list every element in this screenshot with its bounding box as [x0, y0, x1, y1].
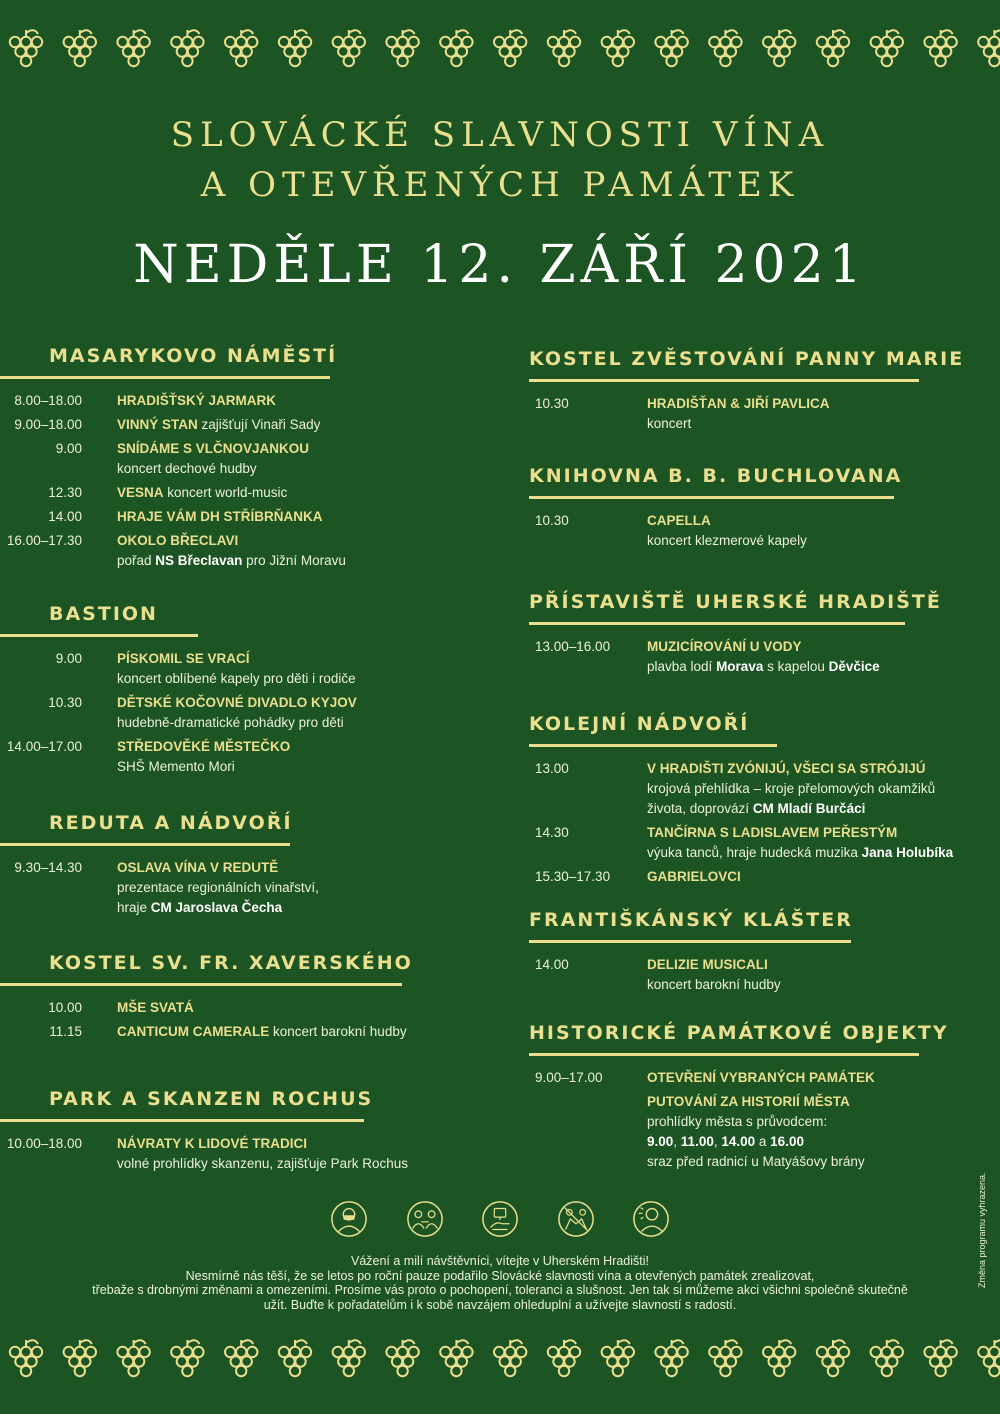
- grape-cluster-icon: [333, 30, 365, 66]
- section-title: KOSTEL ZVĚSTOVÁNÍ PANNY MARIE: [529, 348, 965, 370]
- section-masarykovo: [0, 345, 470, 575]
- event-details: [117, 531, 470, 571]
- event-title: SNÍDÁME S VLČNOVJANKOU: [117, 441, 310, 456]
- event-note: sraz před radnicí u Matyášovy brány: [647, 1154, 865, 1169]
- event-row: [0, 998, 470, 1018]
- event-details: [117, 998, 470, 1018]
- grape-cluster-icon: [709, 30, 741, 66]
- event-details: [647, 1068, 969, 1088]
- event-row: [0, 439, 470, 479]
- event-title: TANČÍRNA S LADISLAVEM PEŘESTÝM: [647, 825, 898, 840]
- event-line: [647, 843, 969, 863]
- section-rule: [529, 496, 894, 499]
- event-row: [529, 1092, 969, 1172]
- event-line: [647, 1112, 969, 1132]
- event-time: 10.30: [535, 396, 569, 411]
- section-title: FRANTIŠKÁNSKÝ KLÁŠTER: [529, 909, 853, 931]
- event-details: [117, 1022, 470, 1042]
- grape-cluster-icon: [978, 1340, 1000, 1376]
- event-row: [0, 1022, 470, 1042]
- section-park-rochus: [0, 1088, 470, 1178]
- event-title: V HRADIŠTI ZVÓNIJÚ, VŠECI SA STRÓJIJÚ: [647, 761, 926, 776]
- event-time: 13.00: [535, 761, 569, 776]
- event-line: [647, 759, 969, 779]
- event-note: koncert: [647, 416, 692, 431]
- event-line: [117, 415, 470, 435]
- event-details: [647, 1092, 969, 1172]
- section-rule: [0, 843, 290, 846]
- event-note: hudebně-dramatické pohádky pro děti: [117, 715, 344, 730]
- event-line: [117, 757, 470, 777]
- event-title: CAPELLA: [647, 513, 711, 528]
- section-rule: [0, 1119, 364, 1122]
- event-line: [117, 1022, 470, 1042]
- cough-icon: [632, 1200, 670, 1238]
- event-title: NÁVRATY K LIDOVÉ TRADICI: [117, 1136, 308, 1151]
- grape-cluster-icon: [494, 30, 526, 66]
- grape-cluster-icon: [225, 1340, 257, 1376]
- event-time: 10.00: [48, 1000, 82, 1015]
- event-title: CANTICUM CAMERALE: [117, 1024, 270, 1039]
- grape-cluster-icon: [602, 30, 634, 66]
- event-title: HRAJE VÁM DH STŘÍBRŇANKA: [117, 509, 323, 524]
- grape-cluster-icon: [386, 30, 418, 66]
- event-line: [647, 1092, 969, 1112]
- section-title: REDUTA A NÁDVOŘÍ: [49, 812, 293, 834]
- grape-cluster-icon: [655, 1340, 687, 1376]
- event-note: krojová přehlídka – kroje přelomových okamžiků: [647, 781, 936, 796]
- event-row: [529, 823, 969, 863]
- event-line: [647, 414, 969, 434]
- event-line: [647, 394, 969, 414]
- event-details: [117, 415, 470, 435]
- grape-cluster-icon: [763, 1340, 795, 1376]
- safety-icons: [330, 1200, 670, 1242]
- event-note: pro Jižní Moravu: [242, 553, 346, 568]
- hand-sanitizer-icon: [481, 1200, 519, 1238]
- event-performer: Morava: [716, 659, 764, 674]
- section-rule: [0, 376, 330, 379]
- event-title: MUZICÍROVÁNÍ U VODY: [647, 639, 802, 654]
- event-details: [117, 649, 470, 689]
- grape-cluster-icon: [709, 1340, 741, 1376]
- event-row: [0, 391, 470, 411]
- event-line: [117, 693, 470, 713]
- grape-cluster-icon: [440, 1340, 472, 1376]
- event-row: [0, 507, 470, 527]
- event-title: VINNÝ STAN: [117, 417, 198, 432]
- grape-cluster-icon: [924, 30, 956, 66]
- event-line: [117, 483, 470, 503]
- event-title: PUTOVÁNÍ ZA HISTORIÍ MĚSTA: [647, 1094, 850, 1109]
- event-performer: NS Břeclavan: [155, 553, 243, 568]
- section-kolejni-nadvori: [529, 713, 969, 891]
- event-line: [647, 799, 969, 819]
- event-time: 13.00–16.00: [535, 639, 611, 654]
- greeting-line: Nesmírně nás těší, že se letos po roční pauze podařilo Slovácké slavnosti vína a otevřených památek zrealizovat,: [185, 1268, 815, 1283]
- event-line: [647, 1132, 969, 1152]
- section-rule: [0, 634, 198, 637]
- event-line: [117, 551, 470, 571]
- grape-cluster-icon: [978, 30, 1000, 66]
- event-row: [0, 649, 470, 689]
- event-details: [117, 391, 470, 411]
- event-line: [647, 637, 969, 657]
- greeting-line: Vážení a milí návštěvníci, vítejte v Uherském Hradišti!: [350, 1254, 650, 1268]
- event-row: [0, 483, 470, 503]
- event-performer: 9.00: [647, 1134, 674, 1149]
- event-note: koncert klezmerové kapely: [647, 533, 807, 548]
- event-time: [529, 1092, 647, 1172]
- event-note: koncert dechové hudby: [117, 461, 257, 476]
- event-details: [117, 737, 470, 777]
- event-line: [117, 507, 470, 527]
- event-line: [647, 779, 969, 799]
- event-title: STŘEDOVĚKÉ MĚSTEČKO: [117, 739, 291, 754]
- grape-cluster-icon: [763, 30, 795, 66]
- event-line: [647, 511, 969, 531]
- grape-cluster-icon: [225, 30, 257, 66]
- event-row: [0, 858, 470, 918]
- event-line: [117, 878, 470, 898]
- event-row: [0, 693, 470, 733]
- event-details: [117, 439, 470, 479]
- event-details: [117, 483, 470, 503]
- section-rule: [529, 1053, 919, 1056]
- event-note: koncert barokní hudby: [269, 1024, 407, 1039]
- event-title: DELIZIE MUSICALI: [647, 957, 768, 972]
- side-note: [965, 1160, 995, 1290]
- festival-title-line1: SLOVÁCKÉ SLAVNOSTI VÍNA: [170, 115, 830, 155]
- event-line: [117, 391, 470, 411]
- event-title: HRADIŠŤSKÝ JARMARK: [117, 393, 277, 408]
- section-title: PŘÍSTAVIŠTĚ UHERSKÉ HRADIŠTĚ: [529, 591, 942, 613]
- section-rule: [529, 744, 777, 747]
- section-title: MASARYKOVO NÁMĚSTÍ: [49, 345, 338, 367]
- event-row: [0, 1134, 470, 1174]
- event-note: koncert oblíbené kapely pro děti i rodiče: [117, 671, 356, 686]
- event-note: plavba lodí: [647, 659, 717, 674]
- grape-cluster-icon: [64, 30, 96, 66]
- grape-cluster-icon: [171, 30, 203, 66]
- grape-cluster-icon: [279, 30, 311, 66]
- grape-cluster-icon: [117, 30, 149, 66]
- event-details: [117, 1134, 470, 1174]
- section-rule: [529, 379, 919, 382]
- event-time: 10.00–18.00: [6, 1136, 82, 1151]
- greeting-line: užít. Buďte k pořadatelům i k sobě navzájem ohleduplní a užívejte slavností s radostí.: [263, 1297, 737, 1312]
- grape-cluster-icon: [602, 1340, 634, 1376]
- greeting-text: [40, 1254, 960, 1312]
- event-details: [647, 637, 969, 677]
- event-time: 9.00–17.00: [535, 1070, 603, 1085]
- grape-cluster-icon: [171, 1340, 203, 1376]
- event-title: OTEVŘENÍ VYBRANÝCH PAMÁTEK: [647, 1070, 875, 1085]
- event-performer: 14.00: [721, 1134, 756, 1149]
- event-note: volné prohlídky skanzenu, zajišťuje Park Rochus: [117, 1156, 408, 1171]
- grape-cluster-icon: [548, 1340, 580, 1376]
- event-line: [647, 1068, 969, 1088]
- event-row: [0, 737, 470, 777]
- event-details: [117, 693, 470, 733]
- event-title: DĚTSKÉ KOČOVNÉ DIVADLO KYJOV: [117, 695, 357, 710]
- event-line: [117, 531, 470, 551]
- event-performer: Jana Holubíka: [861, 845, 954, 860]
- event-line: [647, 823, 969, 843]
- grape-cluster-icon: [548, 30, 580, 66]
- event-details: [647, 823, 969, 863]
- no-handshake-icon: [557, 1200, 595, 1238]
- event-line: [117, 1134, 470, 1154]
- section-reduta: [0, 812, 470, 922]
- event-line: [117, 1154, 470, 1174]
- event-time: 11.15: [49, 1024, 82, 1039]
- event-row: [0, 415, 470, 435]
- event-time: 8.00–18.00: [14, 393, 82, 408]
- event-title: OKOLO BŘECLAVI: [117, 533, 239, 548]
- event-details: [647, 759, 969, 819]
- event-time: 9.00: [55, 651, 82, 666]
- event-row: [0, 531, 470, 571]
- event-note: prezentace regionálních vinařství,: [117, 880, 319, 895]
- event-line: [117, 858, 470, 878]
- event-time: 9.00–18.00: [14, 417, 82, 432]
- event-title: OSLAVA VÍNA V REDUTĚ: [117, 860, 279, 875]
- festival-title-line2: A OTEVŘENÝCH PAMÁTEK: [200, 165, 800, 205]
- event-performer: Děvčice: [828, 659, 880, 674]
- event-title: PÍSKOMIL SE VRACÍ: [117, 651, 250, 666]
- event-time: 14.00: [535, 957, 569, 972]
- face-mask-icon: [330, 1200, 368, 1238]
- grape-cluster-icon: [817, 1340, 849, 1376]
- event-time: 15.30–17.30: [535, 869, 611, 884]
- event-line: [647, 531, 969, 551]
- section-historicke-objekty: [529, 1022, 969, 1176]
- section-title: KOSTEL SV. FR. XAVERSKÉHO: [49, 952, 413, 974]
- event-note: prohlídky města s průvodcem:: [647, 1114, 828, 1129]
- event-line: [117, 649, 470, 669]
- section-title: KNIHOVNA B. B. BUCHLOVANA: [529, 465, 903, 487]
- section-title: KOLEJNÍ NÁDVOŘÍ: [529, 713, 750, 735]
- event-time: 12.30: [48, 485, 82, 500]
- event-performer: 11.00: [680, 1134, 714, 1149]
- section-kostel-zvestovani: [529, 348, 969, 438]
- section-title: PARK A SKANZEN ROCHUS: [49, 1088, 374, 1110]
- event-row: [529, 1068, 969, 1088]
- event-time: 16.00–17.30: [6, 533, 82, 548]
- event-note: koncert world-music: [163, 485, 288, 500]
- grape-cluster-icon: [279, 1340, 311, 1376]
- event-details: [117, 858, 470, 918]
- grape-cluster-icon: [64, 1340, 96, 1376]
- event-details: [647, 511, 969, 551]
- grape-cluster-icon: [924, 1340, 956, 1376]
- grape-cluster-icon: [440, 30, 472, 66]
- section-knihovna: [529, 465, 969, 555]
- event-line: [647, 1152, 969, 1172]
- grape-border-top: [0, 20, 1000, 80]
- greeting-line: třebaže s drobnými změnami a omezeními. Prosíme vás proto o pochopení, toleranci a slušnost. Jen tak si můžeme akci všichni společně skutečně: [92, 1283, 908, 1297]
- section-pristaviste: [529, 591, 969, 681]
- event-line: [117, 998, 470, 1018]
- event-title: MŠE SVATÁ: [117, 1000, 194, 1015]
- event-note: SHŠ Memento Mori: [117, 759, 235, 774]
- event-details: [117, 507, 470, 527]
- event-line: [117, 737, 470, 757]
- event-title: HRADIŠŤAN & JIŘÍ PAVLICA: [647, 396, 830, 411]
- section-kostel-xaverskeho: [0, 952, 470, 1046]
- event-row: [529, 637, 969, 677]
- grape-cluster-icon: [871, 30, 903, 66]
- event-note: zajišťují Vinaři Sady: [197, 417, 321, 432]
- event-performer: CM Mladí Burčáci: [752, 801, 866, 816]
- event-time: 10.30: [535, 513, 569, 528]
- event-line: [647, 955, 969, 975]
- section-rule: [529, 622, 905, 625]
- grape-cluster-icon: [333, 1340, 365, 1376]
- event-line: [117, 669, 470, 689]
- event-time: 14.00: [48, 509, 82, 524]
- event-row: [529, 867, 969, 887]
- event-row: [529, 955, 969, 995]
- distancing-icon: [406, 1200, 444, 1238]
- event-note: a: [755, 1134, 771, 1149]
- event-note: pořad: [117, 553, 156, 568]
- section-rule: [0, 983, 402, 986]
- section-title: BASTION: [49, 603, 158, 625]
- event-row: [529, 511, 969, 551]
- event-note: koncert barokní hudby: [647, 977, 781, 992]
- event-line: [117, 439, 470, 459]
- side-note-text: Změna programu vyhrazena.: [977, 1172, 987, 1288]
- event-line: [647, 975, 969, 995]
- event-note: ,: [713, 1134, 722, 1149]
- event-note: s kapelou: [763, 659, 829, 674]
- grape-cluster-icon: [871, 1340, 903, 1376]
- event-time: 9.00: [55, 441, 82, 456]
- grape-cluster-icon: [10, 1340, 42, 1376]
- event-date: NEDĚLE 12. ZÁŘÍ 2021: [133, 235, 867, 295]
- event-line: [647, 867, 969, 887]
- grape-border-bottom: [0, 1330, 1000, 1390]
- event-details: [647, 394, 969, 434]
- grape-cluster-icon: [655, 30, 687, 66]
- event-time: 9.30–14.30: [14, 860, 82, 875]
- event-row: [529, 394, 969, 434]
- event-details: [647, 867, 969, 887]
- event-time: 14.30: [535, 825, 569, 840]
- section-rule: [529, 940, 851, 943]
- grape-cluster-icon: [117, 1340, 149, 1376]
- event-performer: 16.00: [770, 1134, 804, 1149]
- event-note: života, doprovází: [647, 801, 753, 816]
- event-time: 10.30: [48, 695, 82, 710]
- event-performer: CM Jaroslava Čecha: [150, 900, 283, 915]
- event-row: [529, 759, 969, 819]
- grape-cluster-icon: [494, 1340, 526, 1376]
- event-details: [647, 955, 969, 995]
- section-title: HISTORICKÉ PAMÁTKOVÉ OBJEKTY: [529, 1022, 949, 1044]
- section-bastion: [0, 603, 470, 781]
- grape-cluster-icon: [10, 30, 42, 66]
- section-frantiskansky-klaster: [529, 909, 969, 999]
- event-note: výuka tanců, hraje hudecká muzika: [647, 845, 862, 860]
- event-line: [117, 898, 470, 918]
- event-note: ,: [673, 1134, 681, 1149]
- event-line: [647, 657, 969, 677]
- event-title: GABRIELOVCI: [647, 869, 741, 884]
- event-note: hraje: [117, 900, 151, 915]
- grape-cluster-icon: [817, 30, 849, 66]
- event-title: VESNA: [117, 485, 164, 500]
- event-line: [117, 459, 470, 479]
- event-line: [117, 713, 470, 733]
- event-time: 14.00–17.00: [6, 739, 82, 754]
- grape-cluster-icon: [386, 1340, 418, 1376]
